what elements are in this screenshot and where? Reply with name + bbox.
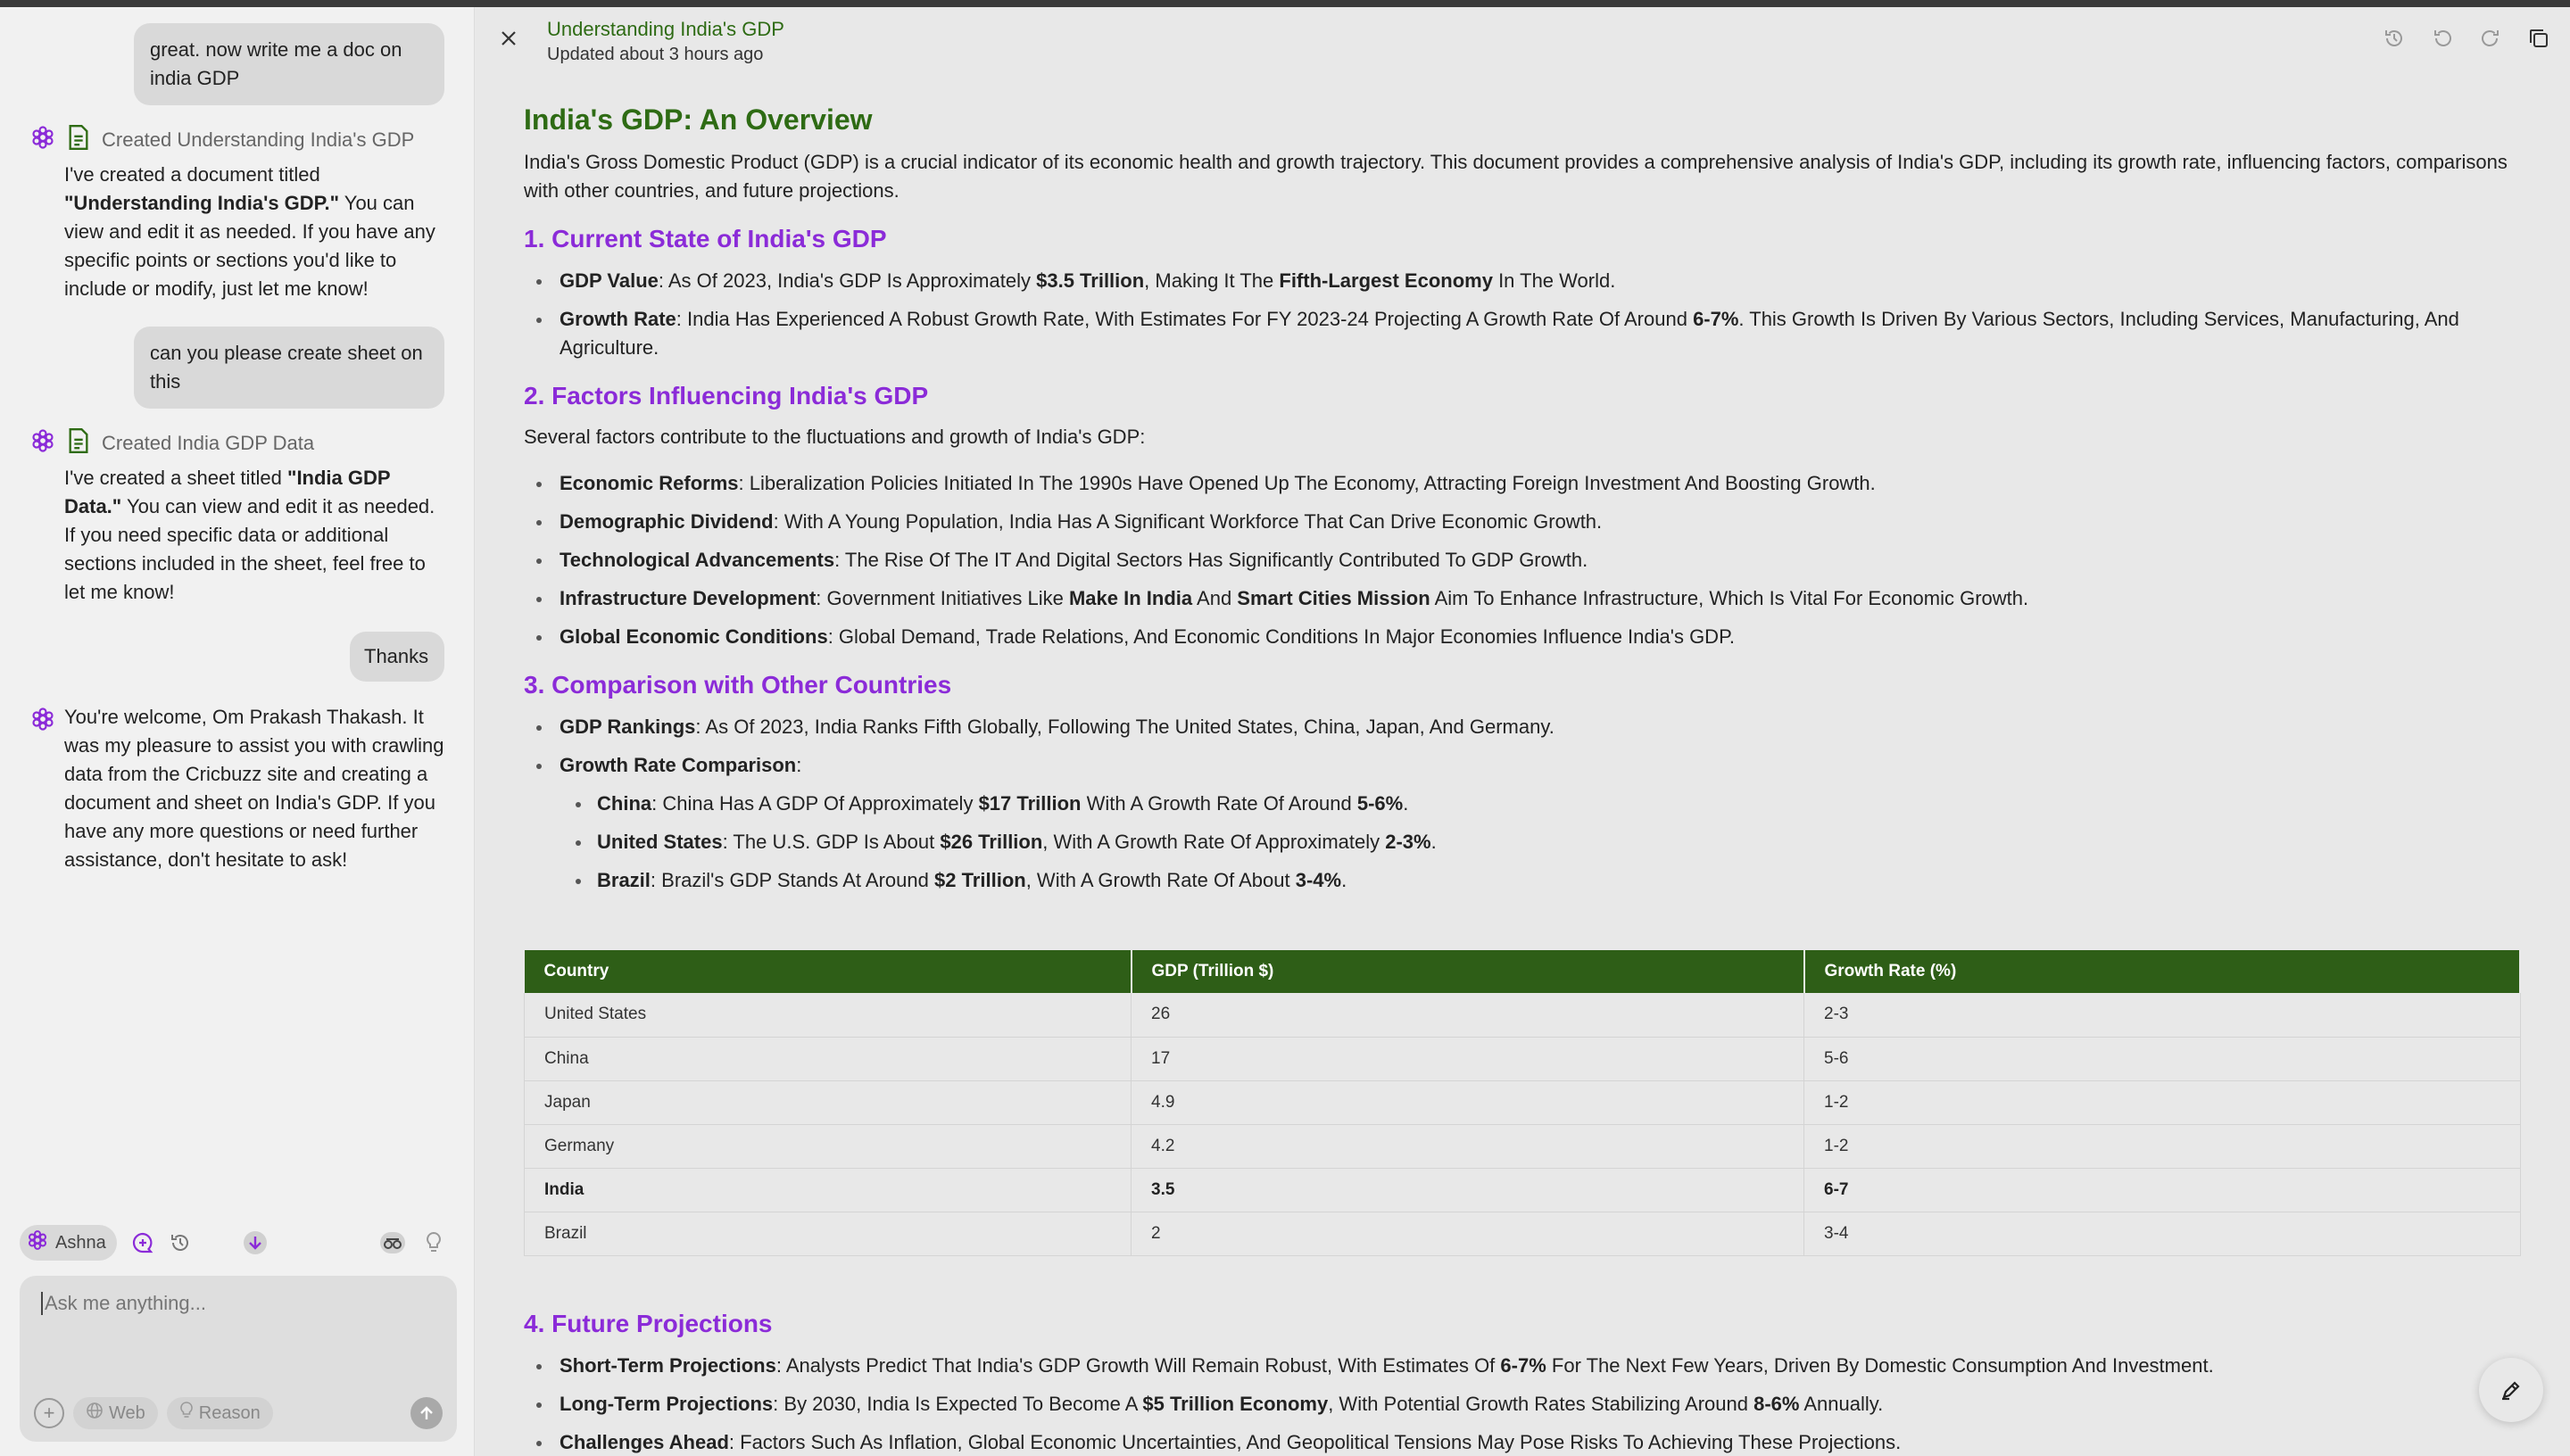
created-document-label: Created Understanding India's GDP — [102, 128, 415, 151]
intro-paragraph: India's Gross Domestic Product (GDP) is a crucial indicator of its economic health and growth trajectory. This document provides a comprehensive analysis of India's GDP, including its growth rate, influencing factors, comparisons with other countries, and future projections. — [524, 151, 2508, 202]
table-cell: 4.9 — [1132, 1080, 1804, 1124]
table-cell: 4.2 — [1132, 1124, 1804, 1168]
created-sheet-label: Created India GDP Data — [102, 432, 315, 454]
list-item: Challenges Ahead: Factors Such As Inflation, Global Economic Uncertainties, And Geopolitical Tensions May Pose Risks To Achieving These Projections. — [524, 1428, 2523, 1456]
list-item: GDP Rankings: As Of 2023, India Ranks Fifth Globally, Following The United States, China, Japan, And Germany. — [524, 713, 2523, 741]
web-toggle[interactable] — [73, 1397, 158, 1429]
table-cell: 1-2 — [1804, 1080, 2521, 1124]
web-label: Web — [109, 1402, 145, 1423]
document-title: Understanding India's GDP — [547, 18, 784, 40]
list-item: GDP Value: As Of 2023, India's GDP Is Approximately $3.5 Trillion, Making It The Fifth-Largest Economy In The World. — [524, 267, 2523, 295]
chat-composer — [20, 1276, 457, 1442]
bulb-icon[interactable] — [421, 1230, 446, 1255]
table-row — [525, 1212, 2521, 1255]
section-heading: 3. Comparison with Other Countries — [524, 671, 952, 699]
document-actions — [2381, 25, 2552, 52]
flower-logo-icon — [30, 428, 55, 459]
user-message: can you please create sheet on this — [134, 327, 444, 409]
list-item: China: China Has A GDP Of Approximately $17 Trillion With A Growth Rate Of Around 5-6%. — [524, 790, 2523, 818]
scroll-down-icon[interactable] — [243, 1230, 268, 1255]
table-cell: Brazil — [525, 1212, 1132, 1255]
table-header-row — [525, 950, 2521, 993]
bullet-list — [524, 1352, 2523, 1456]
gdp-table — [524, 950, 2521, 1256]
created-document-row[interactable] — [30, 125, 414, 155]
list-item: United States: The U.S. GDP Is About $26 Trillion, With A Growth Rate Of Approximately 2-3%. — [524, 828, 2523, 856]
history-icon[interactable] — [2381, 25, 2408, 52]
list-item: Demographic Dividend: With A Young Population, India Has A Significant Workforce That Can Drive Economic Growth. — [524, 508, 2523, 536]
window-top-bar — [0, 0, 2570, 7]
table-cell: United States — [525, 993, 1132, 1037]
table-cell: 3-4 — [1804, 1212, 2521, 1255]
document-content[interactable] — [524, 100, 2523, 1456]
incognito-icon[interactable] — [380, 1230, 405, 1255]
table-header-cell: GDP (Trillion $) — [1132, 950, 1804, 993]
table-cell: India — [525, 1168, 1132, 1212]
table-row — [525, 993, 2521, 1037]
assistant-message: I've created a document titled "Understanding India's GDP." You can view and edit it as needed. If you have any specific points or sections you'd like to include or modify, just let me know! — [64, 163, 435, 300]
document-icon — [66, 125, 91, 155]
reason-toggle[interactable] — [167, 1397, 273, 1429]
created-sheet-row[interactable] — [30, 428, 314, 459]
chat-sidebar — [0, 7, 475, 1456]
table-cell: 2 — [1132, 1212, 1804, 1255]
close-icon[interactable] — [495, 25, 522, 52]
table-cell: Japan — [525, 1080, 1132, 1124]
table-row — [525, 1037, 2521, 1080]
copy-icon[interactable] — [2525, 25, 2552, 52]
redo-icon[interactable] — [2477, 25, 2504, 52]
list-item: Short-Term Projections: Analysts Predict That India's GDP Growth Will Remain Robust, With Estimates Of 6-7% For The Next Few Years, Driven By Domestic Consumption And Investment. — [524, 1352, 2523, 1380]
document-pane — [476, 7, 2570, 1456]
chat-input[interactable] — [41, 1292, 425, 1315]
user-message: Thanks — [350, 632, 444, 682]
plus-icon[interactable]: + — [34, 1398, 64, 1428]
user-message: great. now write me a doc on india GDP — [134, 23, 444, 105]
table-cell: 3.5 — [1132, 1168, 1804, 1212]
table-cell: 26 — [1132, 993, 1804, 1037]
reason-label: Reason — [198, 1402, 261, 1423]
list-item: Growth Rate: India Has Experienced A Robust Growth Rate, With Estimates For FY 2023-24 Projecting A Growth Rate Of Around 6-7%. This Growth Is Driven By Various Sectors, Including Services, Manufacturing, And Agriculture. — [524, 305, 2523, 362]
table-row — [525, 1124, 2521, 1168]
flower-logo-icon — [27, 1229, 48, 1256]
table-row — [525, 1080, 2521, 1124]
history-icon[interactable] — [168, 1230, 193, 1255]
table-cell: 17 — [1132, 1037, 1804, 1080]
table-cell: China — [525, 1037, 1132, 1080]
persona-selector[interactable] — [20, 1225, 117, 1261]
assistant-message: You're welcome, Om Prakash Thakash. It was my pleasure to assist you with crawling data from the Cricbuzz site and creating a document and sheet on India's GDP. If you have any more questions or need further assistance, don't hesitate to ask! — [64, 706, 444, 871]
new-chat-icon[interactable] — [130, 1230, 155, 1255]
bullet-list — [524, 267, 2523, 362]
table-cell: 1-2 — [1804, 1124, 2521, 1168]
table-cell: Germany — [525, 1124, 1132, 1168]
document-updated-time: Updated about 3 hours ago — [547, 45, 764, 64]
document-icon — [66, 428, 91, 459]
table-header-cell: Growth Rate (%) — [1804, 950, 2521, 993]
table-header-cell: Country — [525, 950, 1132, 993]
bullet-list — [524, 469, 2523, 651]
chat-toolbar — [20, 1225, 457, 1261]
send-icon[interactable] — [410, 1397, 443, 1429]
list-item: Growth Rate Comparison: — [524, 751, 2523, 780]
table-row — [525, 1168, 2521, 1212]
list-item: Long-Term Projections: By 2030, India Is Expected To Become A $5 Trillion Economy, With Potential Growth Rates Stabilizing Around 8-6% Annually. — [524, 1390, 2523, 1419]
section-lead: Several factors contribute to the fluctuations and growth of India's GDP: — [524, 426, 1146, 448]
section-heading: 2. Factors Influencing India's GDP — [524, 382, 929, 410]
edit-icon[interactable] — [2479, 1358, 2543, 1422]
list-item: Brazil: Brazil's GDP Stands At Around $2 Trillion, With A Growth Rate Of About 3-4%. — [524, 866, 2523, 895]
list-item: Technological Advancements: The Rise Of The IT And Digital Sectors Has Significantly Contributed To GDP Growth. — [524, 546, 2523, 575]
globe-icon — [86, 1402, 104, 1425]
undo-icon[interactable] — [2429, 25, 2456, 52]
section-heading: 1. Current State of India's GDP — [524, 225, 887, 252]
bullet-list — [524, 713, 2523, 895]
flower-logo-icon — [30, 125, 55, 155]
list-item: Economic Reforms: Liberalization Policies Initiated In The 1990s Have Opened Up The Economy, Attracting Foreign Investment And Boosting Growth. — [524, 469, 2523, 498]
list-item: Infrastructure Development: Government Initiatives Like Make In India And Smart Cities Mission Aim To Enhance Infrastructure, Which Is Vital For Economic Growth. — [524, 584, 2523, 613]
list-item: Global Economic Conditions: Global Demand, Trade Relations, And Economic Conditions In Major Economies Influence India's GDP. — [524, 623, 2523, 651]
flower-logo-icon — [30, 707, 55, 736]
table-cell: 5-6 — [1804, 1037, 2521, 1080]
assistant-message: I've created a sheet titled "India GDP Data." You can view and edit it as needed. If you need specific data or additional sections included in the sheet, feel free to let me know! — [64, 467, 435, 603]
document-heading: India's GDP: An Overview — [524, 103, 873, 136]
section-heading: 4. Future Projections — [524, 1309, 773, 1337]
table-cell: 6-7 — [1804, 1168, 2521, 1212]
bulb-icon — [179, 1402, 194, 1425]
persona-label: Ashna — [55, 1232, 106, 1253]
table-cell: 2-3 — [1804, 993, 2521, 1037]
